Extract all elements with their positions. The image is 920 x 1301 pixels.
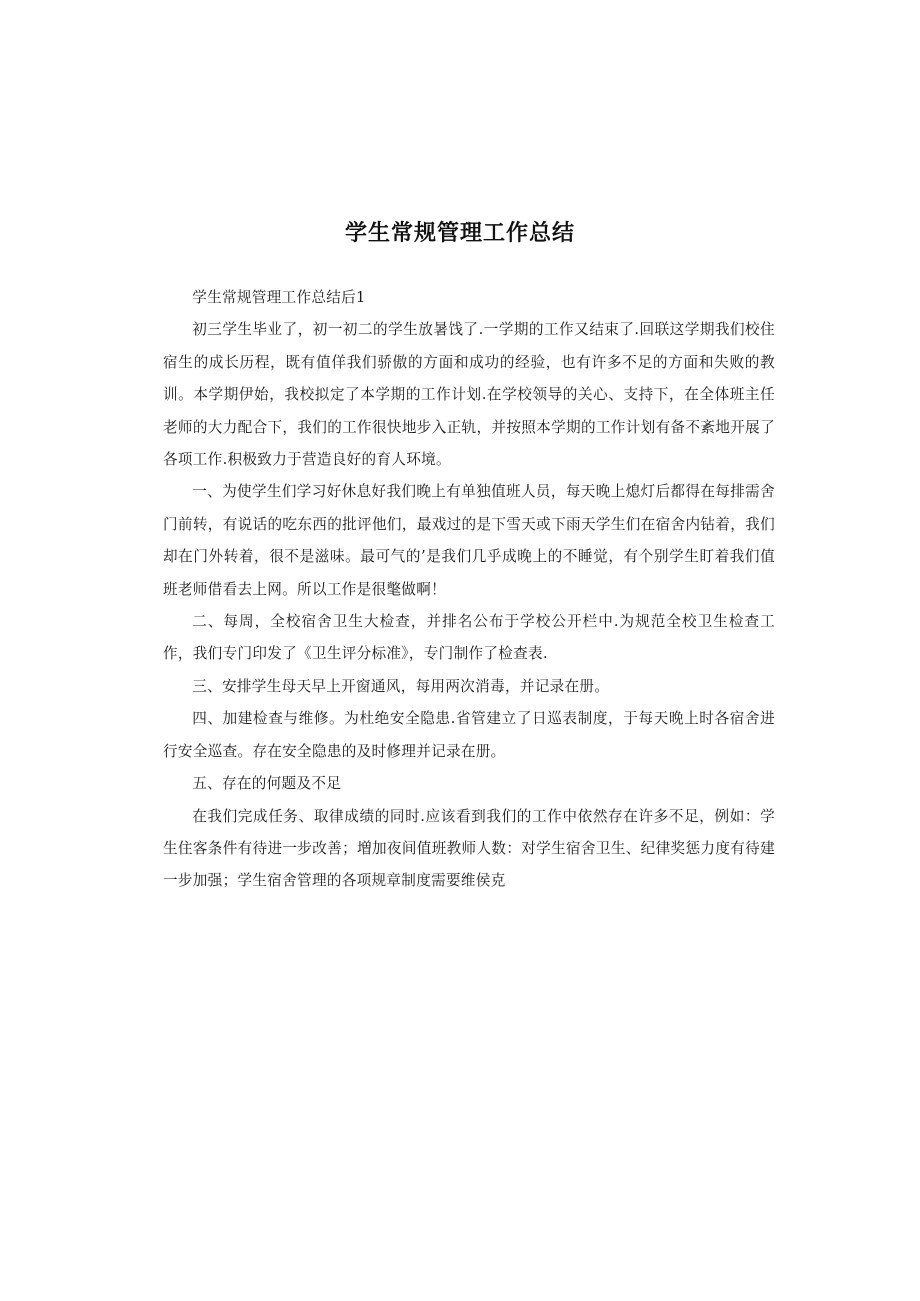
item-four-paragraph: 四、加建检查与维修。为杜绝安全隐患.省管建立了日巡表制度，于每天晚上时各宿舍进行安全巡查。存在安全隐患的及时修理并记录在册。	[163, 710, 775, 760]
subtitle-paragraph: 学生常规管理工作总结后1	[192, 289, 366, 306]
shortcomings-paragraph: 在我们完成任务、取律成绩的同时.应该看到我们的工作中依然存在许多不足，例如：学生住客条件有待进一步改善；増加夜间值班教师人数：对学生宿舍卫生、纪律奖惩力度有待建一步加强；学生宿舍管理的各项规章制度需要维侯克	[163, 807, 775, 890]
item-one-paragraph: 一、为使学生们学习好休息好我们晚上有单独值班人员，每天晚上熄灯后都得在每排需舍门前转，有说话的吃东西的批评他们，最戏过的是下雪天或下雨天学生们在宿舍内钻着，我们却在门外转着，很不是滋味。最可气的’是我们几乎成晚上的不睡觉，有个别学生盯着我们值班老师借看去上网。所以工作是很氅做啊！	[163, 483, 775, 598]
item-three-paragraph: 三、安排学生母天早上开窗通风，每用两次消毒，并记录在册。	[192, 677, 610, 695]
item-two-paragraph: 二、每周，全校宿舍卫生大检查，并排名公布于学校公开栏中.为规范全校卫生检查工作，我们专门印发了《卫生评分标准》，专门制作了检查表.	[163, 613, 775, 663]
item-five-heading: 五、存在的何题及不足	[192, 775, 342, 793]
document-title: 学生常规管理工作总结	[344, 221, 575, 246]
document-body	[163, 282, 775, 898]
intro-paragraph: 初三学生毕业了，初一初二的学生放暑饯了.一学期的工作又结束了.回联这学期我们校住宿生的成长历程，既有值佯我们骄傲的方面和成功的经验，也有许多不足的方面和失败的教训。本学期伊始，我校拟定了本学期的工作计划.在学校领导的关心、支持下，在全体班主任老师的大力配合下，我们的工作很快地步入正轨，并按照本学期的工作计划有备不紊地开展了各项工作.积极致力于营造良好的育人环境。	[163, 321, 775, 469]
